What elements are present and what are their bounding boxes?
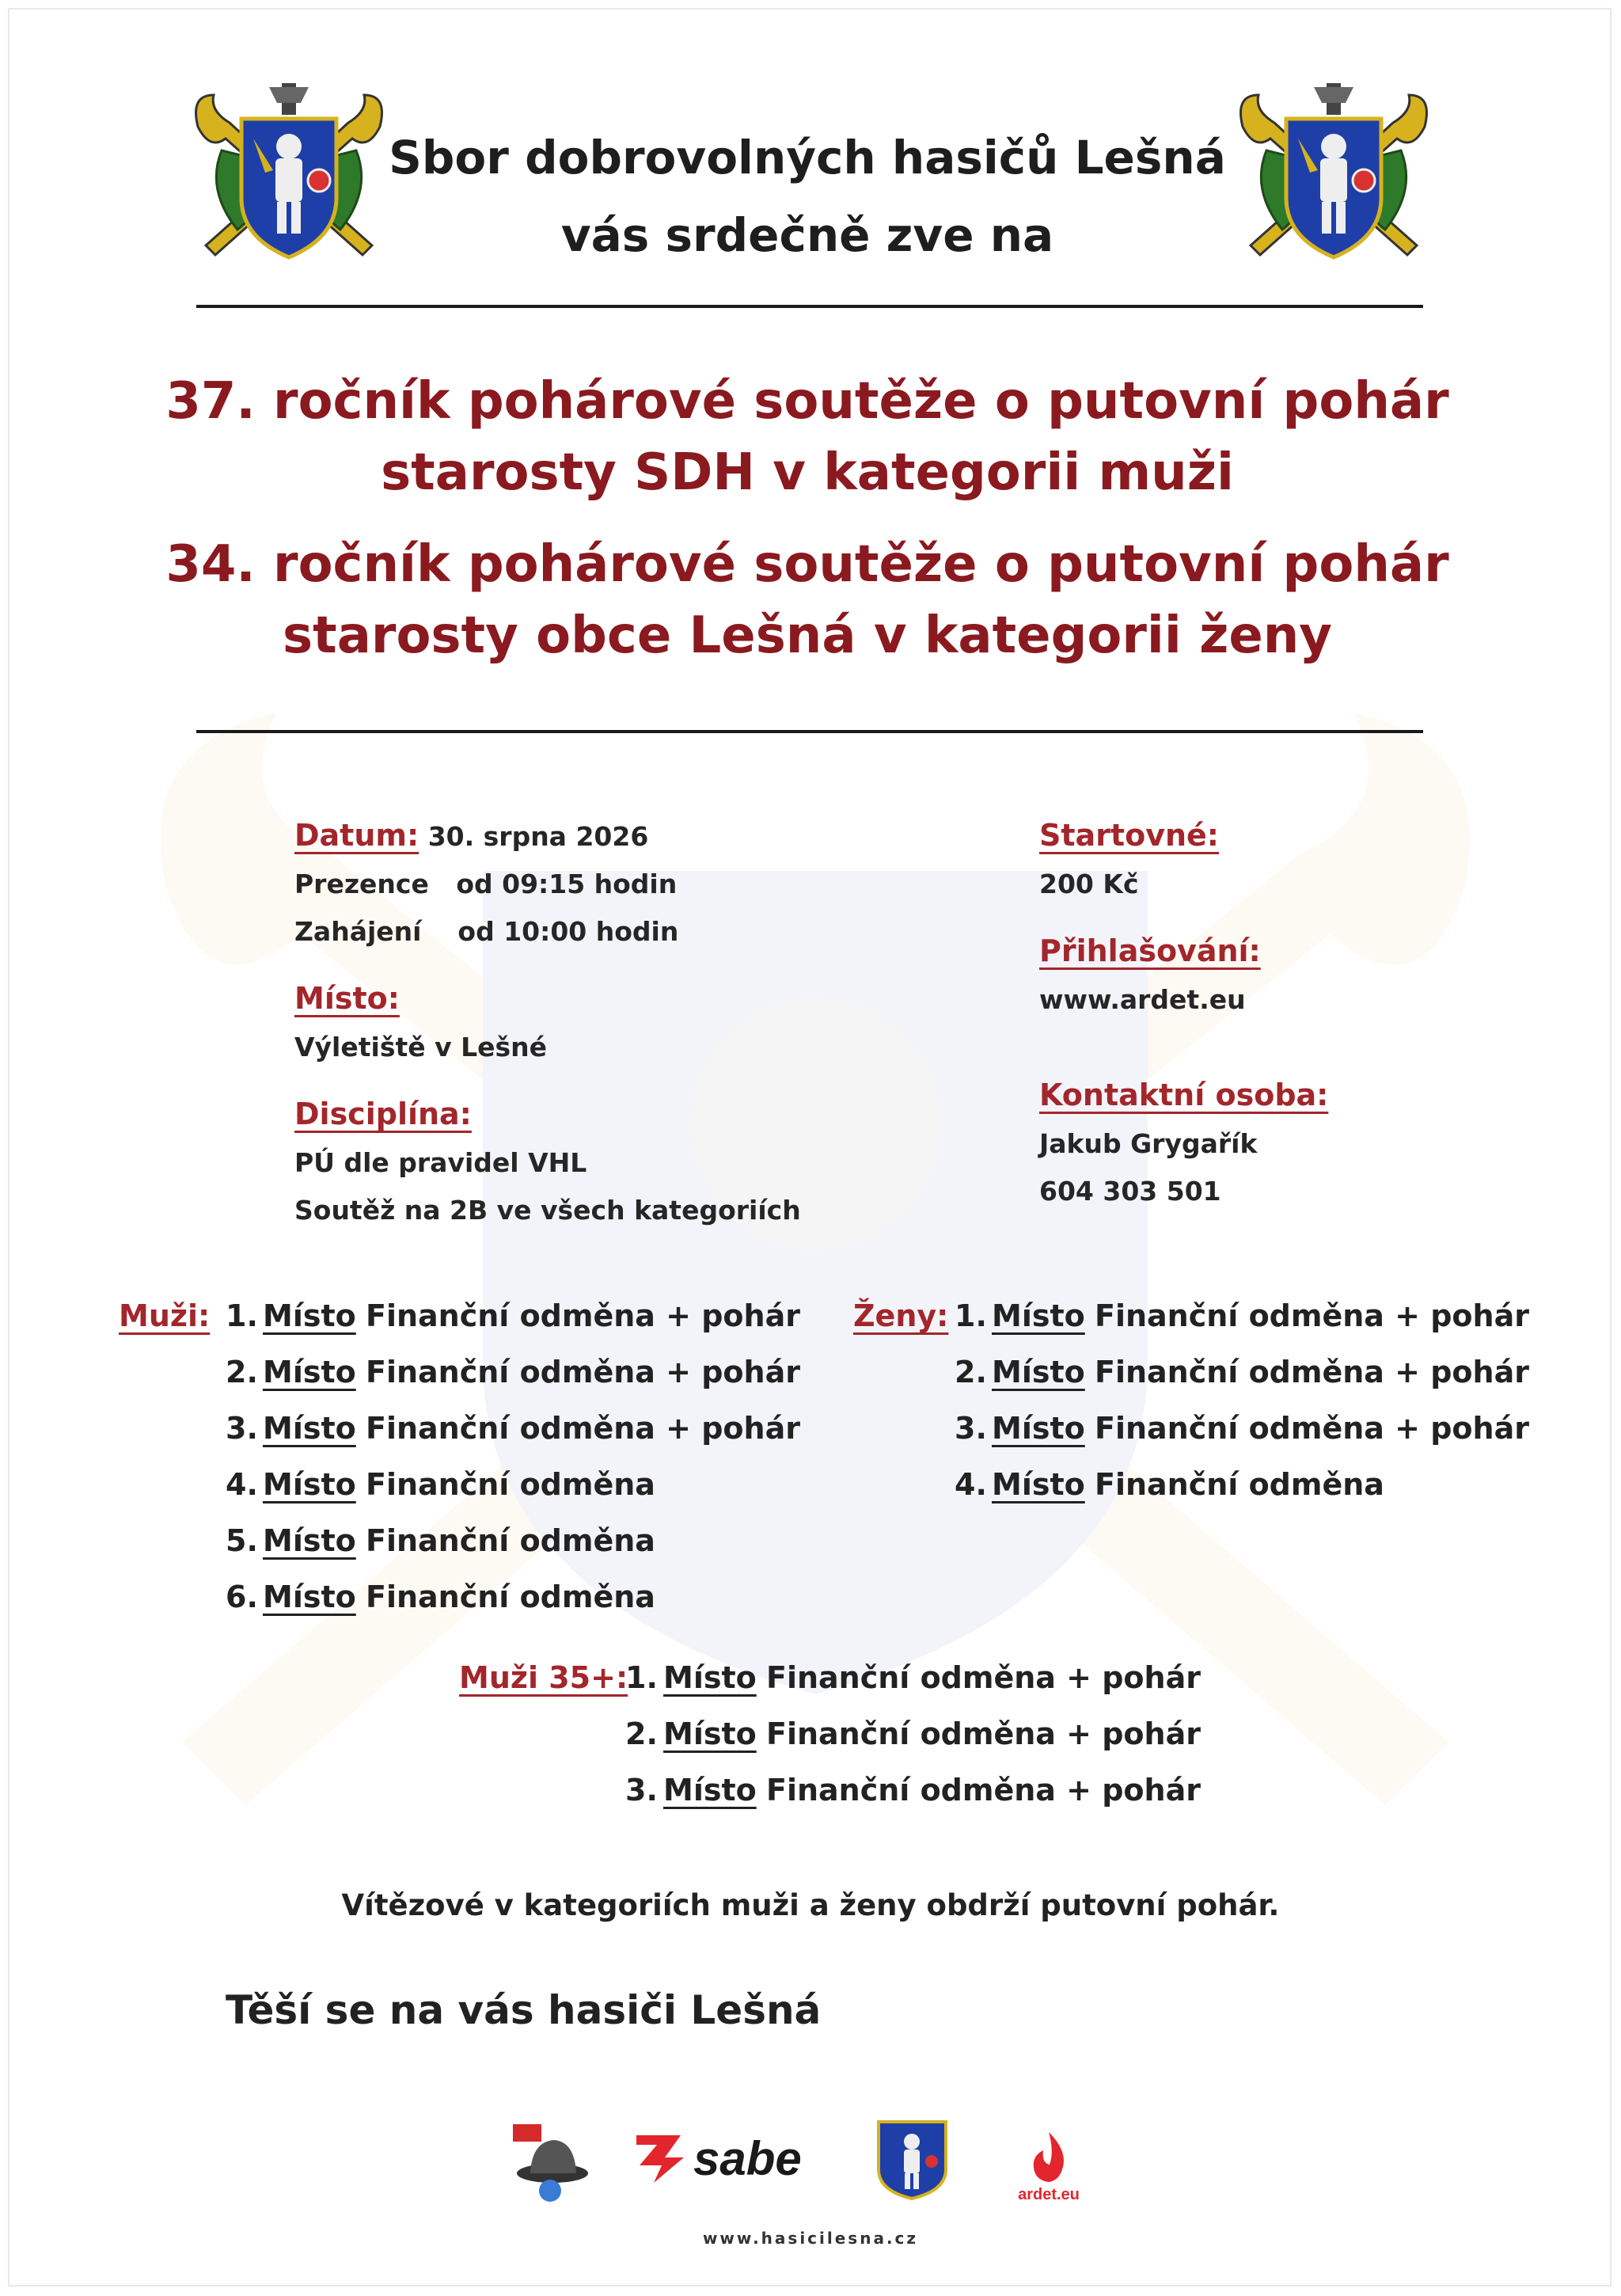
prize-misto-label: Místo (263, 1411, 356, 1446)
prize-rank-number: 1. (226, 1298, 258, 1333)
prize-rank-number: 2. (625, 1716, 658, 1751)
prize-reward: Finanční odměna + pohár (1095, 1411, 1529, 1446)
prezence-time: Prezence od 09:15 hodin (294, 869, 678, 899)
invitation-header (332, 119, 1282, 274)
prize-reward: Finanční odměna (366, 1523, 655, 1558)
prize-rank-number: 3. (955, 1411, 987, 1446)
misto-value: Výletiště v Lešné (294, 1032, 548, 1062)
title-muzi (142, 366, 1472, 508)
prize-reward: Finanční odměna (1095, 1467, 1384, 1502)
startovne-value: 200 Kč (1039, 869, 1139, 899)
prize-misto-label: Místo (263, 1355, 356, 1389)
prihlasovani-url: www.ardet.eu (1039, 984, 1246, 1015)
prize-misto-label: Místo (992, 1411, 1085, 1446)
ardet-logo-text: ardet.eu (1018, 2186, 1080, 2203)
disciplina-line-1: PÚ dle pravidel VHL (294, 1147, 587, 1178)
title-muzi-line-2: starosty SDH v kategorii muži (381, 443, 1234, 502)
title-zeny (142, 529, 1472, 671)
prize-reward: Finanční odměna + pohár (1095, 1355, 1529, 1389)
title-zeny-line-2: starosty obce Lešná v kategorii ženy (283, 606, 1332, 665)
prize-category-label: Muži 35+: (459, 1660, 628, 1695)
website-url: www.hasicilesna.cz (702, 2229, 919, 2248)
disciplina-label: Disciplína: (294, 1097, 472, 1131)
prize-reward: Finanční odměna + pohár (1095, 1298, 1529, 1333)
prize-misto-label: Místo (263, 1523, 356, 1558)
prihlasovani-label: Přihlašování: (1039, 933, 1261, 968)
prize-misto-label: Místo (263, 1579, 356, 1614)
kontakt-phone: 604 303 501 (1039, 1176, 1221, 1207)
datum-value: 30. srpna 2026 (427, 821, 649, 852)
prize-reward: Finanční odměna + pohár (766, 1773, 1201, 1808)
prize-misto-label: Místo (992, 1467, 1085, 1502)
prize-misto-label: Místo (663, 1716, 757, 1751)
prize-rank-number: 6. (226, 1579, 258, 1614)
sponsor-logo-sabe (633, 2126, 827, 2189)
kontakt-name: Jakub Grygařík (1039, 1128, 1258, 1159)
prize-rank-number: 4. (955, 1467, 987, 1502)
disciplina-line-2: Soutěž na 2B ve všech kategoriích (294, 1195, 801, 1226)
prize-misto-label: Místo (992, 1298, 1085, 1333)
prize-misto-label: Místo (263, 1298, 356, 1333)
title-muzi-line-1: 37. ročník pohárové soutěže o putovní pohár (165, 372, 1449, 431)
prize-category-label: Ženy: (853, 1298, 949, 1333)
header-line-2: vás srdečně zve na (560, 208, 1054, 262)
prize-rank-number: 3. (625, 1773, 658, 1808)
prize-rank-number: 3. (226, 1411, 258, 1446)
startovne-label: Startovné: (1039, 818, 1219, 853)
prize-reward: Finanční odměna + pohár (366, 1298, 800, 1333)
prize-reward: Finanční odměna + pohár (366, 1411, 800, 1446)
title-zeny-line-1: 34. ročník pohárové soutěže o putovní pohár (165, 535, 1449, 594)
info-left-column (294, 812, 801, 1234)
closing-greeting: Těší se na vás hasiči Lešná (226, 1987, 822, 2033)
sabe-logo-text: sabe (693, 2132, 802, 2185)
prize-reward: Finanční odměna + pohár (766, 1716, 1201, 1751)
prize-misto-label: Místo (663, 1773, 757, 1808)
prize-category-label: Muži: (119, 1298, 211, 1333)
prize-reward: Finanční odměna (366, 1467, 655, 1502)
prize-rank-number: 5. (226, 1523, 258, 1558)
prize-reward: Finanční odměna + pohár (366, 1355, 800, 1389)
misto-label: Místo: (294, 981, 400, 1016)
prize-reward: Finanční odměna + pohár (766, 1660, 1201, 1695)
kontakt-label: Kontaktní osoba: (1039, 1078, 1329, 1112)
prize-rank-number: 2. (226, 1355, 258, 1389)
winners-note: Vítězové v kategoriích muži a ženy obdrží putovní pohár. (341, 1888, 1280, 1922)
prize-reward: Finanční odměna (366, 1579, 655, 1614)
sponsor-logo-crest (875, 2118, 950, 2201)
prize-rank-number: 4. (226, 1467, 258, 1502)
prize-rank-number: 1. (955, 1298, 987, 1333)
prize-rank-number: 2. (955, 1355, 987, 1389)
sponsor-logo-hat (507, 2118, 594, 2205)
sponsor-logo-ardet (1005, 2128, 1092, 2203)
prize-misto-label: Místo (992, 1355, 1085, 1389)
prize-misto-label: Místo (663, 1660, 757, 1695)
divider-top (196, 305, 1423, 308)
info-right-column (1039, 812, 1328, 1215)
divider-middle (196, 730, 1423, 733)
datum-label: Datum: (294, 818, 419, 853)
header-line-1: Sbor dobrovolných hasičů Lešná (389, 131, 1226, 184)
zahajeni-time: Zahájení od 10:00 hodin (294, 916, 679, 947)
prize-misto-label: Místo (263, 1467, 356, 1502)
prize-rank-number: 1. (625, 1660, 658, 1695)
